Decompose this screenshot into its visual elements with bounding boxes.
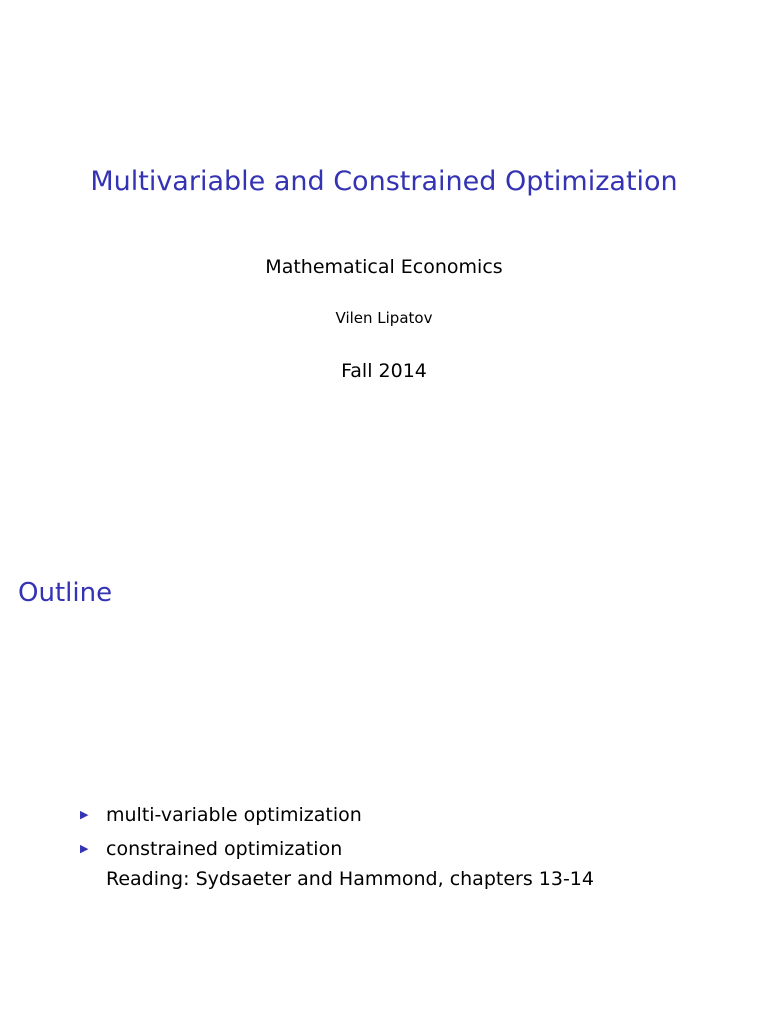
list-item-text: multi-variable optimization (106, 804, 362, 826)
list-item (80, 834, 594, 894)
presentation-date: Fall 2014 (341, 360, 427, 382)
reading-note: Reading: Sydsaeter and Hammond, chapters 13-14 (106, 868, 594, 890)
outline-slide (0, 512, 768, 1024)
list-item (80, 800, 594, 830)
bullet-triangle-icon: ▶ (80, 808, 89, 821)
list-item-text: constrained optimization (106, 838, 343, 860)
presentation-subtitle: Mathematical Economics (265, 256, 503, 278)
author-name: Vilen Lipatov (335, 309, 433, 327)
bullet-triangle-icon: ▶ (80, 842, 89, 855)
presentation-title: Multivariable and Constrained Optimization (90, 166, 678, 197)
outline-list (80, 800, 594, 898)
frame-title: Outline (18, 578, 113, 608)
